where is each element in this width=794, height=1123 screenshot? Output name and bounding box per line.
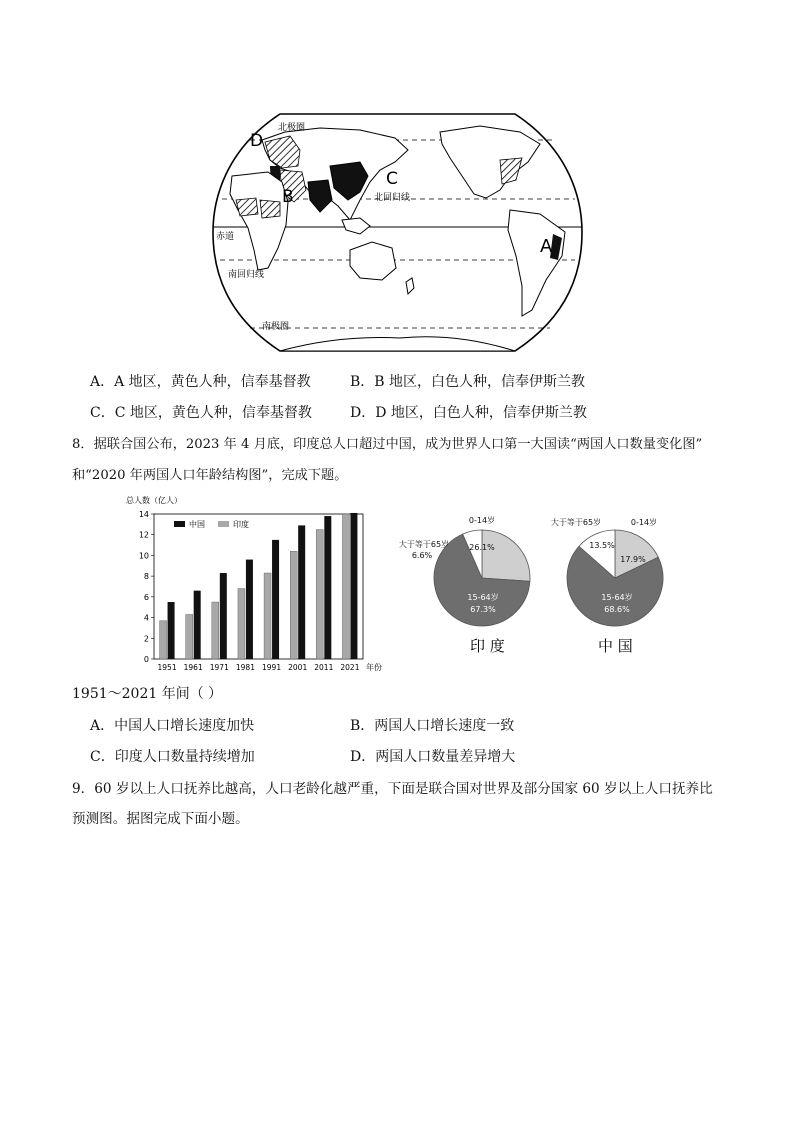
legend-china-swatch xyxy=(174,521,185,527)
y-tick-label: 0 xyxy=(143,655,149,664)
q8-stem-line2: 和“2020 年两国人口年龄结构图”，完成下题。 xyxy=(72,468,348,483)
bar-india-1971 xyxy=(212,602,219,659)
pie-value-0-14: 26.1% xyxy=(469,543,495,552)
x-tick-label: 1991 xyxy=(262,663,282,672)
pie-label-0-14: 0-14岁 xyxy=(468,516,496,525)
bar-india-2001 xyxy=(290,551,297,659)
map-letter-a: A xyxy=(540,236,553,257)
china-pie-caption: 中 国 xyxy=(598,637,633,655)
india-age-pie-chart xyxy=(396,508,556,658)
bar-china-2011 xyxy=(324,516,331,659)
region-north-africa-hatched xyxy=(236,198,258,216)
pie-label-15-64: 15-64岁 xyxy=(601,593,633,602)
x-tick-label: 1961 xyxy=(183,663,203,672)
bar-china-1971 xyxy=(220,573,227,659)
arctic-circle-label: 北极圈 xyxy=(278,123,306,133)
pie-value-15-64: 68.6% xyxy=(604,605,630,614)
x-tick-label: 2011 xyxy=(314,663,334,672)
bar-chart-frame xyxy=(154,514,363,659)
q8-option-b: B．两国人口增长速度一致 xyxy=(350,718,515,734)
pie-label-65-plus: 大于等于65岁 xyxy=(398,540,450,549)
q8-option-c: C．印度人口数量持续增加 xyxy=(90,749,255,765)
legend-china-label: 中国 xyxy=(189,520,205,529)
q7-option-b: B．B 地区，白色人种，信奉伊斯兰教 xyxy=(350,374,586,390)
bar-india-2011 xyxy=(316,530,323,659)
bar-chart-ylabel: 总人数（亿人） xyxy=(126,496,182,505)
q8-option-d: D．两国人口数量差异增大 xyxy=(350,749,516,765)
pie-value-0-14: 17.9% xyxy=(620,555,646,564)
pie-label-65-plus: 大于等于65岁 xyxy=(550,518,602,527)
q9-stem-line1: 9．60 岁以上人口抚养比越高，人口老龄化越严重，下面是联合国对世界及部分国家 60 岁以上人口抚养比 xyxy=(72,781,713,797)
q7-option-c: C．C 地区，黄色人种，信奉基督教 xyxy=(90,405,312,421)
pie-slice-age-0-14 xyxy=(482,530,530,581)
q9-stem-line2: 预测图。据图完成下面小题。 xyxy=(72,811,249,827)
bar-china-1981 xyxy=(246,560,253,659)
china-age-pie-chart xyxy=(540,508,680,658)
pie-label-0-14: 0-14岁 xyxy=(630,518,658,527)
x-tick-label: 1951 xyxy=(157,663,177,672)
y-tick-label: 4 xyxy=(143,613,149,623)
bar-india-1981 xyxy=(238,589,245,659)
legend-india-label: 印度 xyxy=(233,520,249,529)
tropic-cancer-label: 北回归线 xyxy=(374,193,411,203)
world-population-map xyxy=(210,110,585,355)
map-letter-d: D xyxy=(250,131,264,151)
bar-china-1951 xyxy=(168,602,175,659)
pie-value-15-64: 67.3% xyxy=(470,605,496,614)
bar-china-1961 xyxy=(194,591,201,659)
population-bar-chart xyxy=(118,490,398,675)
tropic-capricorn-label: 南回归线 xyxy=(228,270,265,280)
bar-china-2001 xyxy=(298,525,305,659)
bar-india-1951 xyxy=(160,621,167,659)
y-tick-label: 8 xyxy=(143,572,149,582)
equator-label: 赤道 xyxy=(216,232,235,242)
q8-stem-line1: 8．据联合国公布，2023 年 4 月底，印度总人口超过中国，成为世界人口第一大国读“两国人口数量变化图” xyxy=(72,437,703,452)
q8-question: 1951～2021 年间（ ） xyxy=(72,686,223,702)
bar-india-1991 xyxy=(264,573,271,659)
y-tick-label: 6 xyxy=(143,592,149,602)
map-letter-b: B xyxy=(282,187,294,207)
bar-india-1961 xyxy=(186,614,193,659)
legend-india-swatch xyxy=(218,521,229,527)
continent-australia xyxy=(350,242,396,280)
pie-label-15-64: 15-64岁 xyxy=(467,593,499,602)
q8-option-a: A．中国人口增长速度加快 xyxy=(90,718,255,734)
x-tick-label: 1981 xyxy=(235,663,255,672)
x-tick-label: 2001 xyxy=(288,663,308,672)
india-pie-caption: 印 度 xyxy=(470,637,505,655)
region-east-africa-hatched xyxy=(260,200,280,218)
x-tick-label: 2021 xyxy=(340,663,360,672)
map-letter-c: C xyxy=(386,169,398,189)
bar-chart-xlabel: 年份 xyxy=(366,663,382,672)
y-tick-label: 14 xyxy=(138,510,149,519)
pie-value-65-plus: 13.5% xyxy=(589,541,615,550)
y-tick-label: 12 xyxy=(138,530,149,540)
y-tick-label: 10 xyxy=(138,551,149,561)
bar-china-1991 xyxy=(272,540,279,659)
y-tick-label: 2 xyxy=(143,634,149,644)
q7-option-a: A．A 地区，黄色人种，信奉基督教 xyxy=(90,374,311,390)
q7-option-d: D．D 地区，白色人种，信奉伊斯兰教 xyxy=(350,405,587,421)
antarctic-circle-label: 南极圈 xyxy=(262,322,290,332)
bar-china-2021 xyxy=(350,513,357,659)
x-tick-label: 1971 xyxy=(209,663,229,672)
bar-chart-legend xyxy=(174,519,249,529)
bar-india-2021 xyxy=(342,514,349,659)
pie-value-65-plus: 6.6% xyxy=(411,551,433,560)
